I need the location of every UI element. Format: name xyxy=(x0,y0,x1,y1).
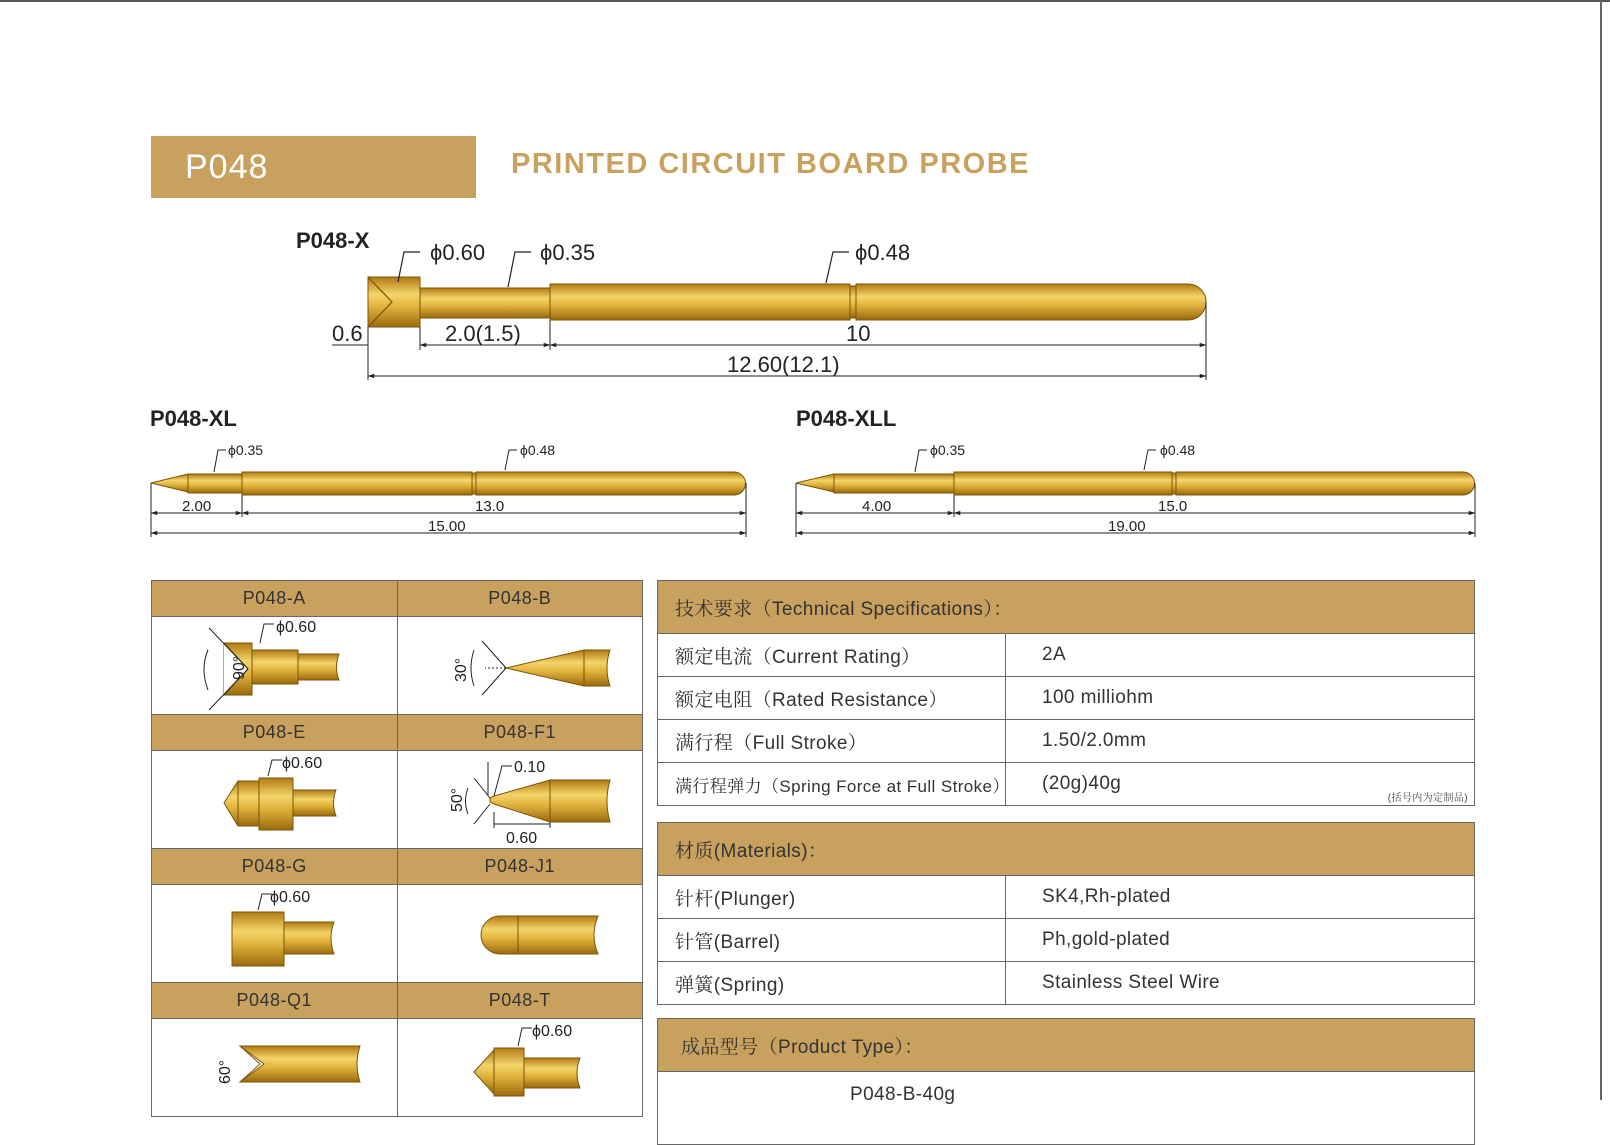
probe-x-dia-barrel: ϕ0.48 xyxy=(855,240,911,265)
probe-x-plunger xyxy=(420,288,550,318)
tip-name: P048-Q1 xyxy=(152,983,398,1019)
tip-e-image xyxy=(152,751,398,849)
probe-x-barrel xyxy=(550,284,850,320)
tip-j1-image xyxy=(397,885,643,983)
probe-x-dim-plunger: 2.0(1.5) xyxy=(445,321,521,346)
tip-a-dia: ϕ0.60 xyxy=(276,619,317,636)
tip-a-image xyxy=(152,617,398,715)
material-key: 弹簧(Spring) xyxy=(658,962,1006,1005)
material-value: Ph,gold-plated xyxy=(1006,919,1475,962)
probe-x-dim-barrel: 10 xyxy=(846,321,871,346)
product-type-table xyxy=(657,1018,1475,1145)
probe-drawings xyxy=(0,0,1610,560)
page-subtitle: PRINTED CIRCUIT BOARD PROBE xyxy=(511,148,1031,180)
probe-xll-dia-plunger: ϕ0.35 xyxy=(930,442,966,458)
tip-t-image xyxy=(397,1019,643,1117)
tip-name: P048-F1 xyxy=(397,715,643,751)
tip-g-dia: ϕ0.60 xyxy=(270,889,311,906)
tip-b-angle: 30° xyxy=(452,657,470,682)
product-code: P048 xyxy=(185,148,269,186)
spec-value-cell xyxy=(1006,763,1475,806)
probe-xl-dia-barrel: ϕ0.48 xyxy=(520,442,556,458)
probe-xll-dia-barrel: ϕ0.48 xyxy=(1160,442,1196,458)
product-type-example: P048-B-40g xyxy=(658,1072,1475,1145)
probe-x-drawing xyxy=(296,228,1206,380)
probe-x-dia-plunger: ϕ0.35 xyxy=(540,240,596,265)
tip-f1-length: 0.60 xyxy=(505,830,537,847)
spec-key: 满行程弹力（Spring Force at Full Stroke） xyxy=(658,763,1006,806)
tip-name: P048-T xyxy=(397,983,643,1019)
probe-xl-drawing xyxy=(150,406,746,537)
spec-key: 额定电阻（Rated Resistance） xyxy=(658,677,1006,720)
probe-xl-name: P048-XL xyxy=(150,406,237,431)
probe-xll-drawing xyxy=(796,406,1475,537)
probe-x-dim-total: 12.60(12.1) xyxy=(727,352,840,377)
spec-value: (20g)40g xyxy=(1042,773,1122,794)
spec-value: 1.50/2.0mm xyxy=(1006,720,1475,763)
tip-name: P048-G xyxy=(152,849,398,885)
material-key: 针杆(Plunger) xyxy=(658,876,1006,919)
materials-title: 材质(Materials)： xyxy=(658,823,1475,876)
tip-name: P048-B xyxy=(397,581,643,617)
tip-f1-tip: 0.10 xyxy=(513,759,545,776)
spec-key: 额定电流（Current Rating） xyxy=(658,634,1006,677)
probe-xll-name: P048-XLL xyxy=(796,406,897,431)
custom-note: (括号内为定制品) xyxy=(1387,793,1468,804)
spec-value: 2A xyxy=(1006,634,1475,677)
tip-q1-angle: 60° xyxy=(217,1059,235,1084)
tip-q1-image xyxy=(152,1019,398,1117)
tip-f1-angle: 50° xyxy=(448,787,466,812)
materials-table xyxy=(657,822,1475,1005)
probe-xll-dim-total: 19.00 xyxy=(1108,518,1146,535)
tip-f1-image xyxy=(397,751,643,849)
probe-x-barrel-end xyxy=(856,284,1206,320)
probe-xl-dim-total: 15.00 xyxy=(428,518,466,535)
material-key: 针管(Barrel) xyxy=(658,919,1006,962)
material-value: SK4,Rh-plated xyxy=(1006,876,1475,919)
probe-xll-dim-barrel: 15.0 xyxy=(1158,498,1188,515)
product-type-title: 成品型号（Product Type）： xyxy=(658,1019,1475,1072)
tip-name: P048-A xyxy=(152,581,398,617)
tip-t-dia: ϕ0.60 xyxy=(531,1023,572,1040)
probe-x-dim-head: 0.6 xyxy=(332,321,363,346)
spec-value: 100 milliohm xyxy=(1006,677,1475,720)
tip-styles-table xyxy=(151,580,643,1117)
probe-xl-dia-plunger: ϕ0.35 xyxy=(228,442,264,458)
probe-xl-dim-plunger: 2.00 xyxy=(182,498,212,515)
tech-specs-table xyxy=(657,580,1475,806)
tip-name: P048-E xyxy=(152,715,398,751)
probe-xl-dim-barrel: 13.0 xyxy=(475,498,505,515)
spec-key: 满行程（Full Stroke） xyxy=(658,720,1006,763)
tech-specs-title: 技术要求（Technical Specifications）： xyxy=(658,581,1475,634)
material-value: Stainless Steel Wire xyxy=(1006,962,1475,1005)
tip-name: P048-J1 xyxy=(397,849,643,885)
tip-a-angle: 90° xyxy=(231,655,249,680)
probe-x-name: P048-X xyxy=(296,228,370,253)
probe-x-dia-head: ϕ0.60 xyxy=(430,240,486,265)
tip-g-image xyxy=(152,885,398,983)
tip-e-dia: ϕ0.60 xyxy=(282,755,323,772)
tip-b-image xyxy=(397,617,643,715)
probe-xll-dim-plunger: 4.00 xyxy=(862,498,892,515)
